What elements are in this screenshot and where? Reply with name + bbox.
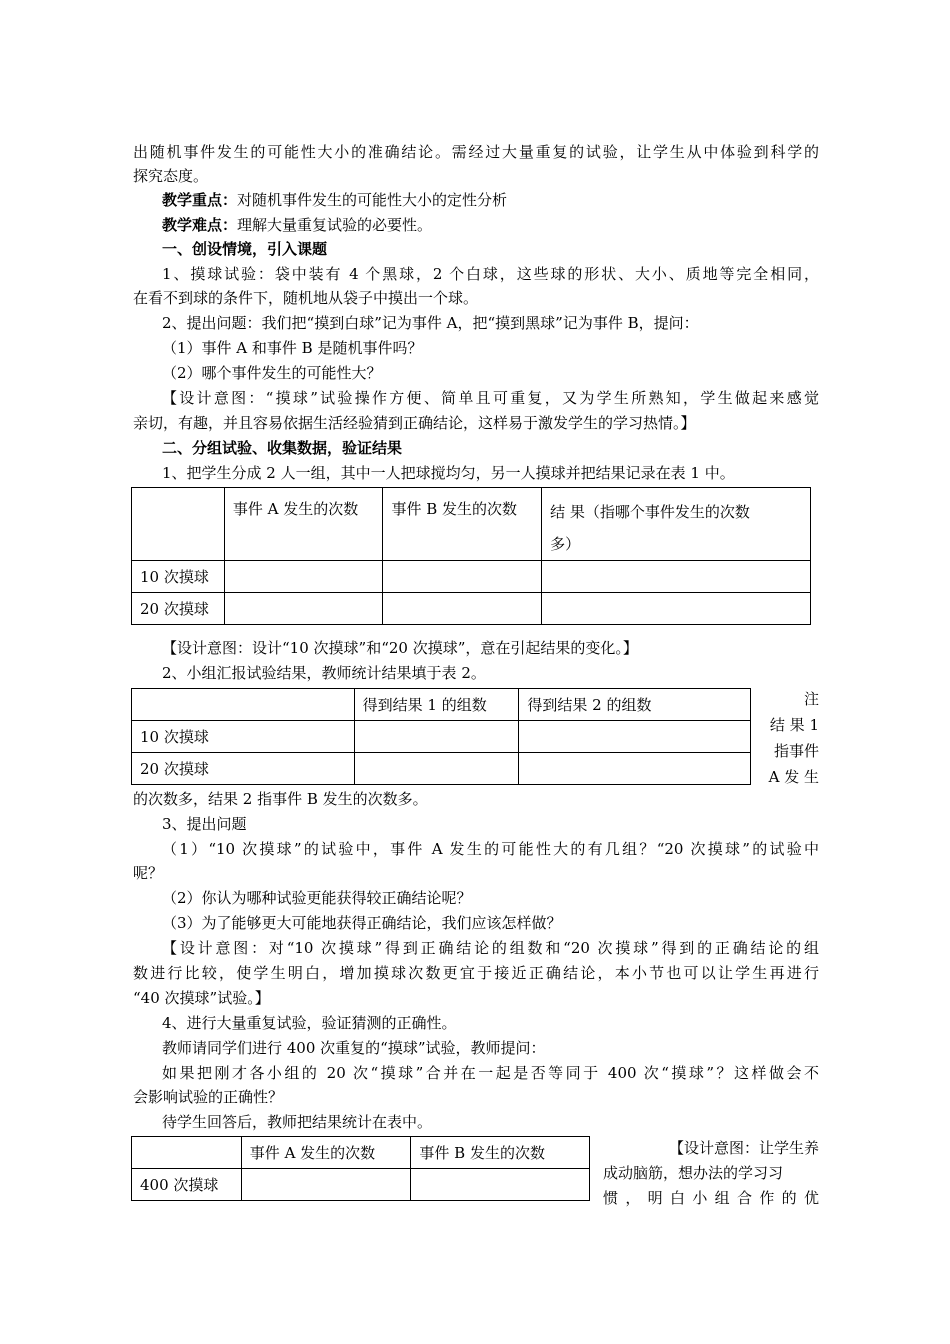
paragraph-line: 2、小组汇报试验结果，教师统计结果填于表 2。	[162, 664, 486, 682]
table-cell: 10 次摸球	[132, 721, 355, 753]
paragraph-line: 出随机事件发生的可能性大小的准确结论。需经过大量重复的试验，让学生从中体验到科学的	[133, 143, 819, 161]
question-line: （2）哪个事件发生的可能性大？	[162, 364, 382, 382]
table-1	[131, 487, 811, 625]
question-line: （2）你认为哪种试验更能获得较正确结论呢？	[162, 889, 472, 907]
table-cell	[519, 721, 751, 753]
teaching-difficulty	[162, 214, 819, 236]
question-line: 呢？	[133, 864, 164, 882]
paragraph-line: 1、摸球试验：袋中装有 4 个黑球，2 个白球，这些球的形状、大小、质地等完全相同，	[162, 265, 819, 283]
table-cell	[519, 753, 751, 785]
paragraph-line: 如果把刚才各小组的 20 次“摸球”合并在一起是否等同于 400 次“摸球”？这样做会不	[162, 1064, 819, 1082]
paragraph-line: 的次数多，结果 2 指事件 B 发生的次数多。	[133, 790, 428, 808]
table-cell	[224, 593, 383, 625]
table-cell	[354, 753, 519, 785]
paragraph-line: 在看不到球的条件下，随机地从袋子中摸出一个球。	[133, 289, 479, 307]
table-3	[131, 1136, 590, 1201]
design-intent: 【设计意图：“摸球”试验操作方便、简单且可重复，又为学生所熟知，学生做起来感觉	[162, 389, 819, 407]
focus-text: 对随机事件发生的可能性大小的定性分析	[237, 191, 508, 209]
side-design-intent: 【设计意图：让学生养 成动脑筋，想办法的学习习 惯，明白小组合作的优	[603, 1139, 819, 1207]
table-header-cell: 结 果（指哪个事件发生的次数 多）	[542, 488, 811, 561]
design-intent: 【设计意图：对“10 次摸球”得到正确结论的组数和“20 次摸球”得到的正确结论的组	[162, 939, 819, 957]
table-row	[132, 593, 811, 625]
design-intent: “40 次摸球”试验。】	[133, 989, 270, 1007]
table-cell	[354, 721, 519, 753]
table-row	[132, 721, 751, 753]
table-cell	[132, 488, 225, 561]
design-intent: 数进行比较，使学生明白，增加摸球次数更宜于接近正确结论，本小节也可以让学生再进行	[133, 964, 819, 982]
paragraph-line: 3、提出问题	[162, 815, 247, 833]
table-header-cell: 事件 B 发生的次数	[383, 488, 542, 561]
section-2-title: 二、分组试验、收集数据，验证结果	[162, 439, 403, 457]
table-cell	[383, 593, 542, 625]
table-cell	[542, 593, 811, 625]
teaching-focus	[162, 189, 819, 211]
table-cell: 20 次摸球	[132, 753, 355, 785]
table-cell: 10 次摸球	[132, 561, 225, 593]
table-row	[132, 1169, 590, 1201]
table-header-cell: 事件 A 发生的次数	[241, 1137, 411, 1169]
table-cell	[383, 561, 542, 593]
paragraph-line: 2、提出问题：我们把“摸到白球”记为事件 A，把“摸到黑球”记为事件 B，提问：	[162, 314, 699, 332]
paragraph-line: 探究态度。	[133, 167, 209, 185]
table-cell: 400 次摸球	[132, 1169, 242, 1201]
table-row	[132, 753, 751, 785]
difficulty-text: 理解大量重复试验的必要性。	[237, 216, 433, 234]
question-line: （1）事件 A 和事件 B 是随机事件吗？	[162, 339, 423, 357]
design-intent: 亲切，有趣，并且容易依据生活经验猜到正确结论，这样易于激发学生的学习热情。】	[133, 414, 696, 432]
table-cell	[542, 561, 811, 593]
table-2	[131, 688, 751, 785]
difficulty-label: 教学难点：	[162, 216, 238, 234]
table-header-cell: 事件 B 发生的次数	[411, 1137, 590, 1169]
paragraph-line: 会影响试验的正确性？	[133, 1088, 284, 1106]
question-line: （1）“10 次摸球”的试验中，事件 A 发生的可能性大的有几组？“20 次摸球”的试验中	[162, 840, 819, 858]
paragraph-line: 待学生回答后，教师把结果统计在表中。	[162, 1113, 433, 1131]
table-cell	[132, 1137, 242, 1169]
paragraph-line: 教师请同学们进行 400 次重复的“摸球”试验，教师提问：	[162, 1039, 546, 1057]
paragraph-line: 4、进行大量重复试验，验证猜测的正确性。	[162, 1014, 457, 1032]
table-row	[132, 1137, 590, 1169]
table-row	[132, 561, 811, 593]
table-cell	[241, 1169, 411, 1201]
paragraph-line: 1、把学生分成 2 人一组，其中一人把球搅均匀，另一人摸球并把结果记录在表 1 中。	[162, 464, 735, 482]
table-header-cell: 得到结果 1 的组数	[354, 689, 519, 721]
focus-label: 教学重点：	[162, 191, 238, 209]
table-2-note: 注 结 果 1 指事件 A 发 生	[768, 690, 819, 786]
question-line: （3）为了能够更大可能地获得正确结论，我们应该怎样做？	[162, 914, 562, 932]
table-cell	[411, 1169, 590, 1201]
table-cell: 20 次摸球	[132, 593, 225, 625]
table-header-cell: 得到结果 2 的组数	[519, 689, 751, 721]
table-row	[132, 689, 751, 721]
design-intent: 【设计意图：设计“10 次摸球”和“20 次摸球”，意在引起结果的变化。】	[162, 639, 638, 657]
table-cell	[224, 561, 383, 593]
section-1-title: 一、创设情境，引入课题	[162, 240, 328, 258]
table-row	[132, 488, 811, 561]
table-cell	[132, 689, 355, 721]
table-header-cell: 事件 A 发生的次数	[224, 488, 383, 561]
